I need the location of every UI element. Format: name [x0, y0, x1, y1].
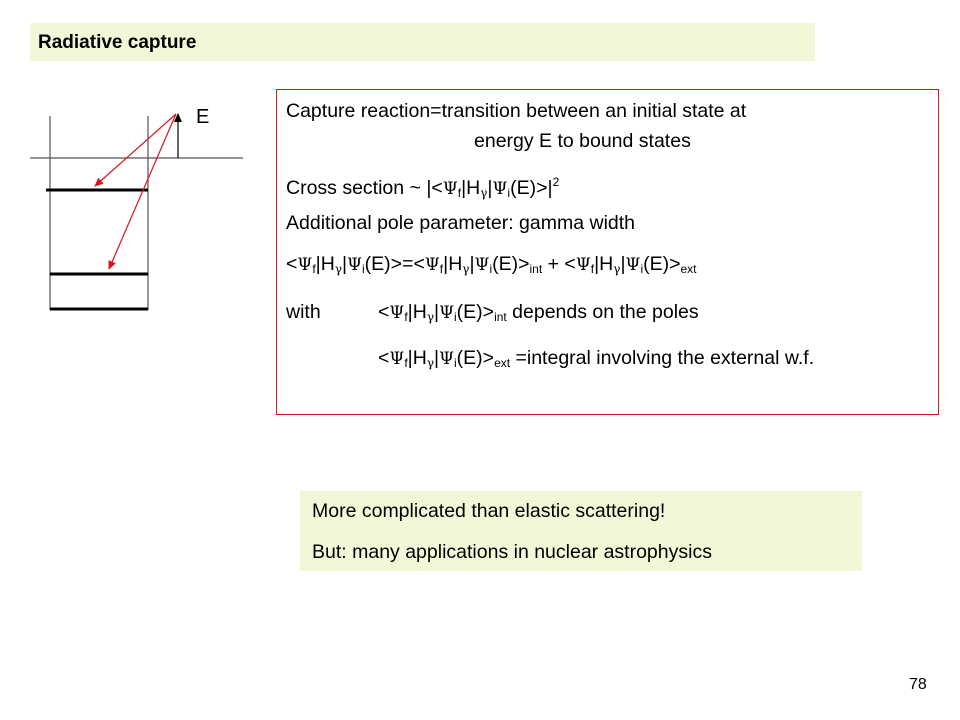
capture-line-1: Capture reaction=transition between an initial state at [286, 100, 747, 122]
page-number: 78 [909, 676, 927, 693]
cross-section-line: Cross section ~ $|<\Psi_f|H_\gamma|\Psi_i(E)>|^2$ [286, 175, 560, 200]
capture-definition-box [276, 89, 939, 415]
internal-term-line: $<\Psi_f|H_\gamma|\Psi_i(E)>_{int}$ depends on the poles [378, 301, 699, 324]
note-box [300, 491, 862, 571]
matrix-element-line: $<\Psi_f|H_\gamma|\Psi_i(E)>=<\Psi_f|H_\gamma|\Psi_i(E)>_{int} + <\Psi_f|H_\gamma|\Psi_i(E)>_{ext}$ [286, 253, 697, 276]
transition-arrow-1 [95, 114, 176, 186]
note-line-1: More complicated than elastic scattering! [312, 500, 666, 522]
energy-level-diagram [0, 0, 260, 320]
energy-label: E [196, 106, 210, 128]
pole-parameter-line: Additional pole parameter: gamma width [286, 212, 636, 234]
note-line-2: But: many applications in nuclear astrophysics [312, 541, 712, 563]
with-label: with [286, 301, 321, 323]
slide-title: Radiative capture [38, 32, 197, 53]
capture-line-2: energy E to bound states [474, 130, 691, 152]
external-term-line: $<\Psi_f|H_\gamma|\Psi_i(E)>_{ext}$ =integral involving the external w.f. [378, 347, 815, 370]
